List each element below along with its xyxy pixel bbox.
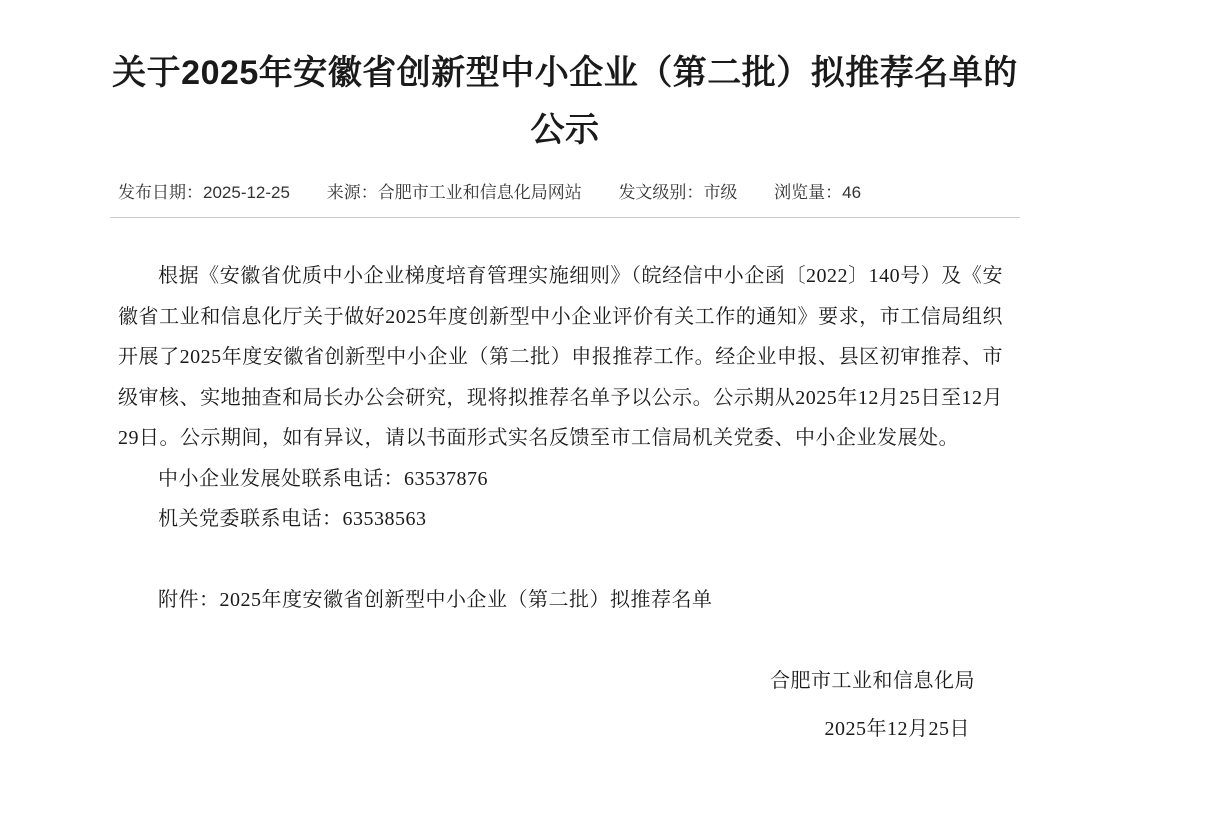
source-value: 合肥市工业和信息化局网站 [377,183,582,202]
article-content [110,256,1020,749]
publish-date-value: 2025-12-25 [203,183,290,202]
signature-date: 2025年12月25日 [824,717,970,740]
view-count-value: 46 [842,183,862,202]
view-count [774,183,861,202]
main-paragraph: 根据《安徽省优质中小企业梯度培育管理实施细则》（皖经信中小企函〔2022〕140号）及《安徽省工业和信息化厅关于做好2025年度创新型中小企业评价有关工作的通知》要求，市工信局组织开展了2025年度安徽省创新型中小企业（第二批）申报推荐工作。经企业申报、县区初审推荐、市级审核、实地抽查和局长办公会研究，现将拟推荐名单予以公示。公示期从2025年12月25日至12月29日。公示期间，如有异议，请以书面形式实名反馈至市工信局机关党委、中小企业发展处。 [118,265,1003,449]
article-container [110,45,1020,749]
page-title: 关于2025年安徽省创新型中小企业（第二批）拟推荐名单的公示 [112,54,1018,149]
signature-issuer: 合肥市工业和信息化局 [770,670,975,692]
blank-line [118,621,1003,662]
publish-date-label: 发布日期： [118,183,203,202]
publish-date [118,183,290,202]
view-count-label: 浏览量： [774,183,843,202]
article-meta-row [110,181,1020,205]
attachment-line[interactable]: 附件：2025年度安徽省创新型中小企业（第二批）拟推荐名单 [158,589,713,611]
meta-divider [110,217,1020,218]
doc-level [618,183,737,202]
contact-party-line: 机关党委联系电话：63538563 [158,508,427,530]
contact-sme-line: 中小企业发展处联系电话：63537876 [158,467,488,490]
doc-level-value: 市级 [703,183,738,202]
source-label: 来源： [326,183,378,202]
source [327,183,582,202]
doc-level-label: 发文级别： [618,183,704,202]
blank-line [118,540,1003,581]
